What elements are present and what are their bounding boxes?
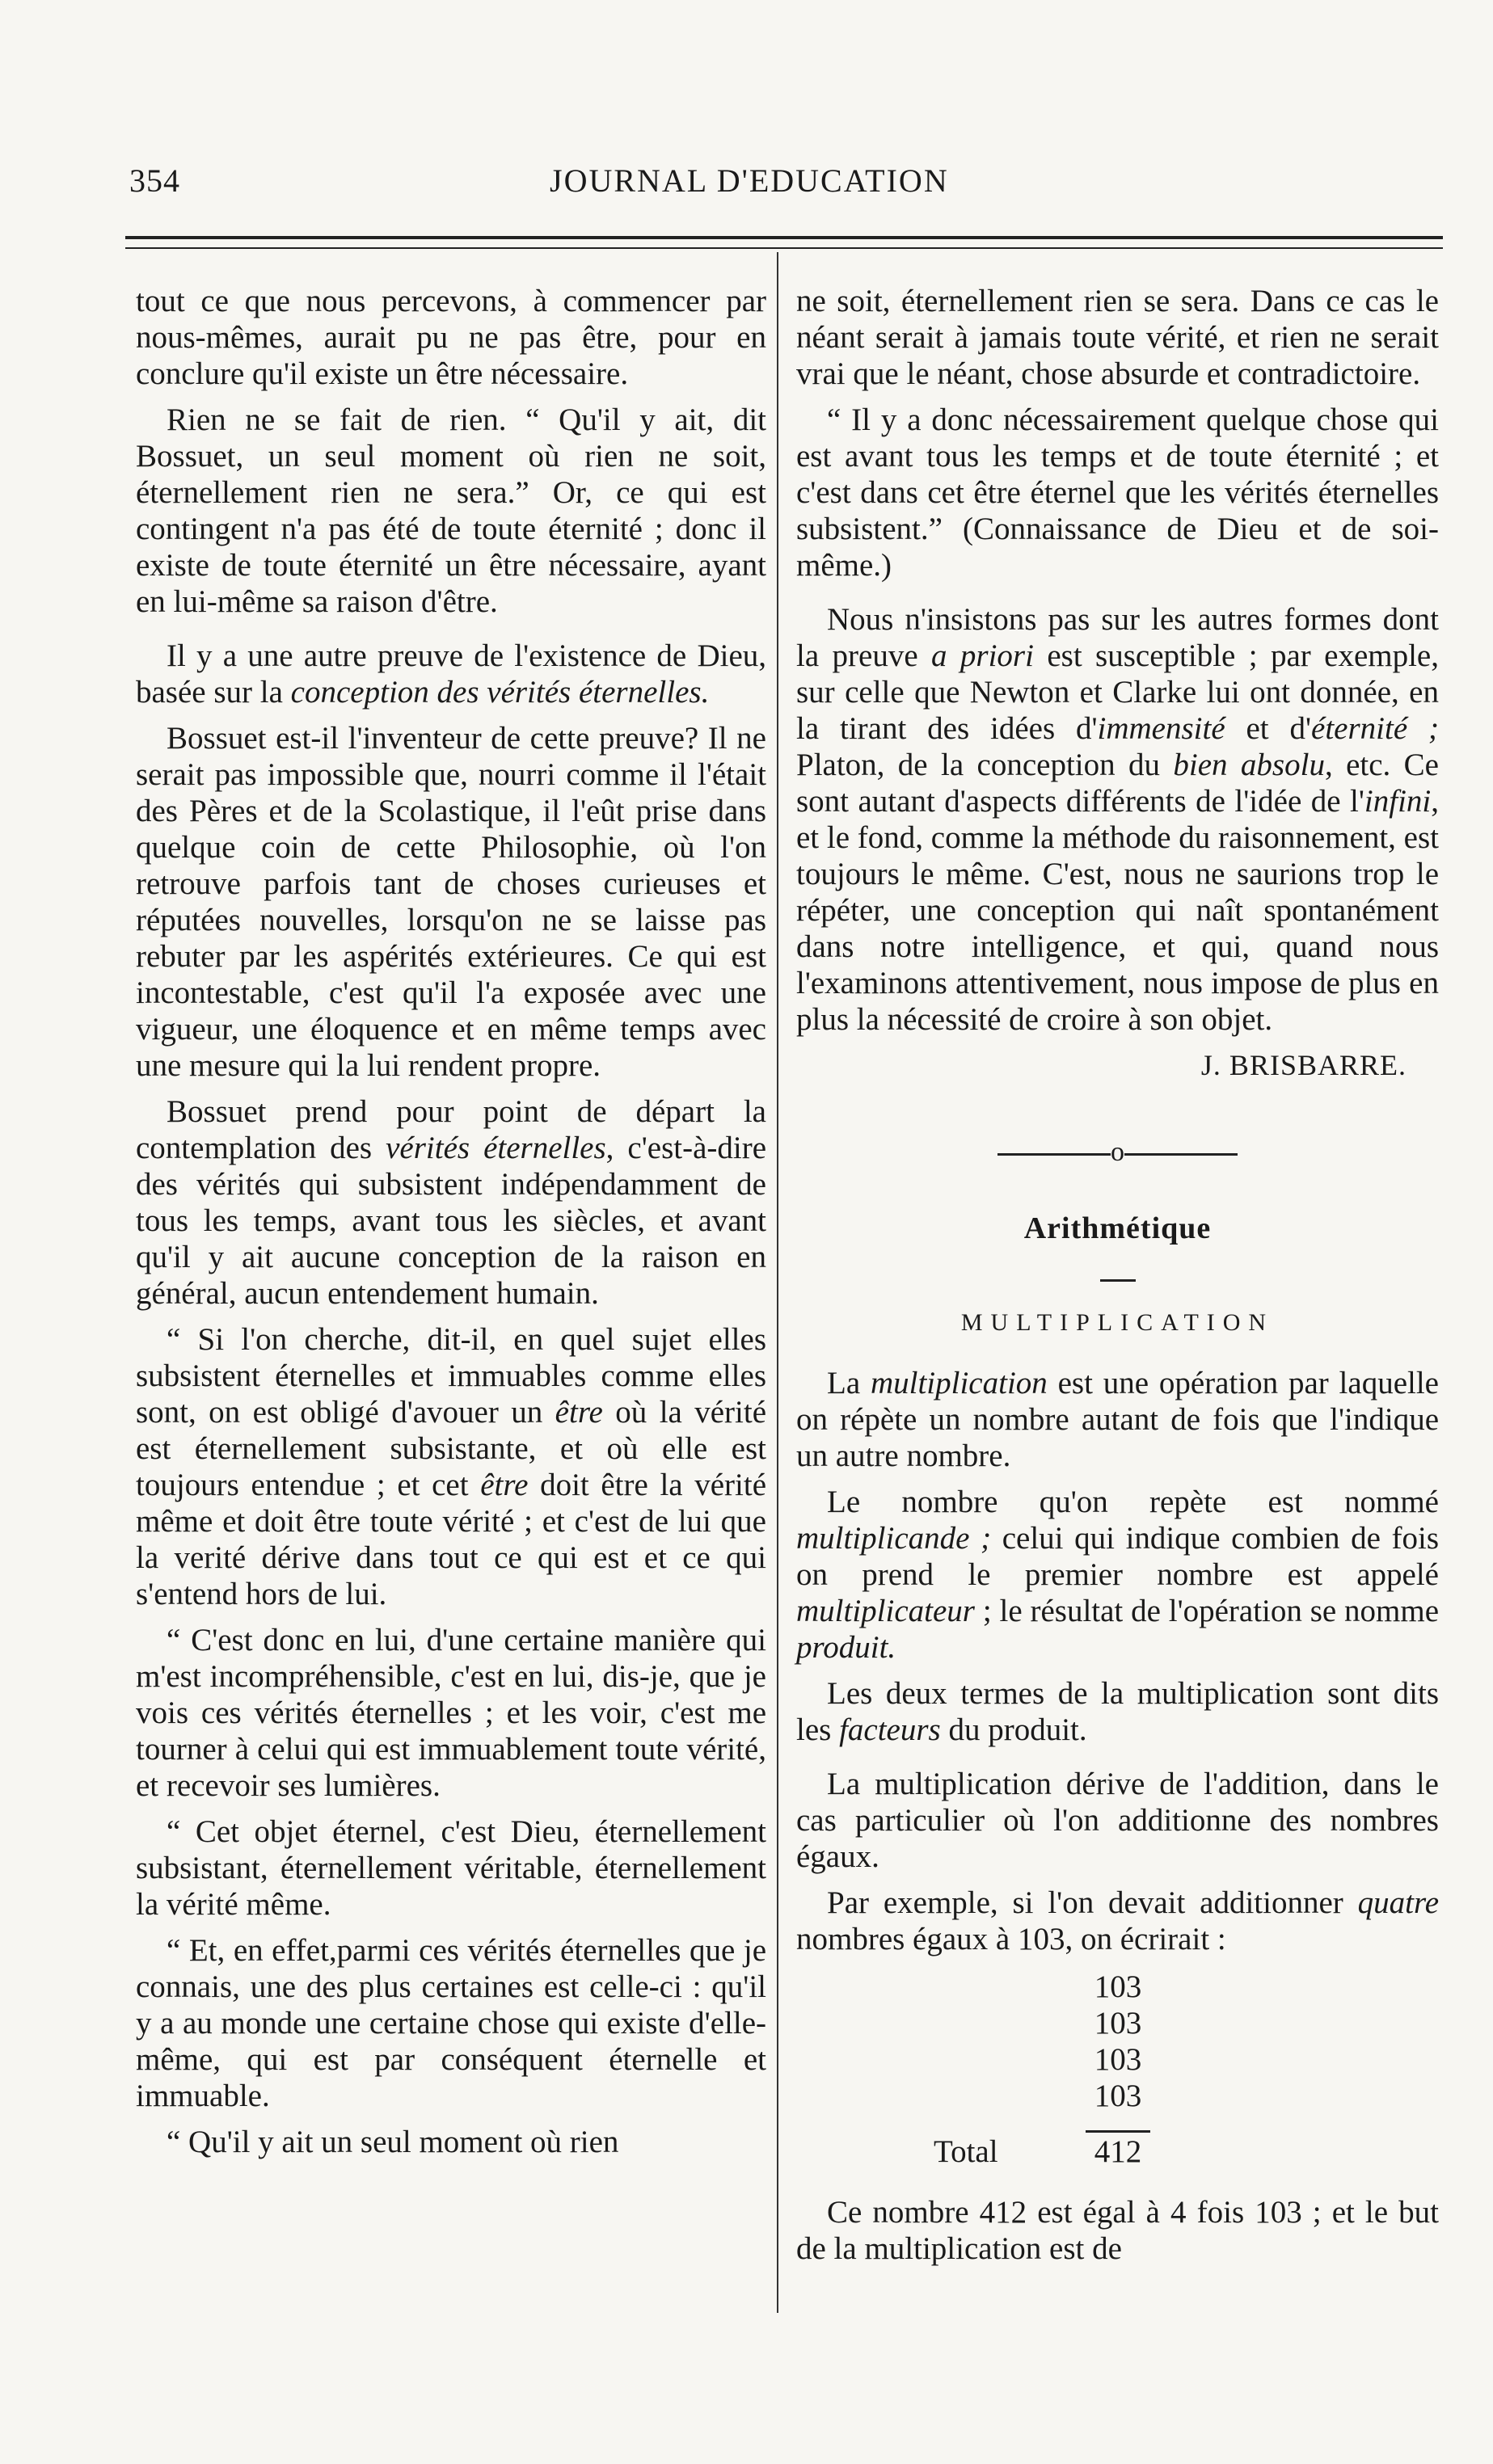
section-separator	[796, 1134, 1439, 1170]
paragraph: Bossuet prend pour point de départ la contemplation des vérités éternelles, c'est-à-dire des vérités qui subsistent indépendamment de tous les temps, avant tous les siècles, et avant qu'il y ait aucune conception de la raison en général, aucun entendement humain.	[136, 1094, 766, 1311]
paragraph: Ce nombre 412 est égal à 4 fois 103 ; et le but de la multiplication est de	[796, 2195, 1439, 2266]
addition-example	[796, 1969, 1439, 2170]
paragraph: Par exemple, si l'on devait additionner quatre nombres égaux à 103, on écrirait :	[796, 1885, 1440, 1956]
italic-phrase: conception des vérités éternelles.	[290, 675, 710, 710]
section-title: Arithmétique	[1023, 1211, 1212, 1245]
section-subtitle: MULTIPLICATION	[960, 1309, 1275, 1336]
paragraph: ne soit, éternellement rien se sera. Dans ce cas le néant serait à jamais toute vérité, et rien ne serait vrai que le néant, chose absurde et contradictoire.	[796, 284, 1439, 391]
author-signature: J. BRISBARRE.	[1200, 1049, 1407, 1081]
addend: 103	[1094, 2042, 1142, 2077]
paragraph: “ C'est donc en lui, d'une certaine manière qui m'est incompréhensible, c'est en lui, dis-je, que je vois ces vérités éternelles ; et les voir, c'est me tourner à celui qui est immuablement toute vérité, et recevoir ses lumières.	[136, 1623, 766, 1803]
paragraph: La multiplication dérive de l'addition, dans le cas particulier où l'on additionne des nombres égaux.	[796, 1767, 1439, 1874]
header-rule-thick	[125, 236, 1443, 239]
paragraph: Le nombre qu'on repète est nommé multiplicande ; celui qui indique combien de fois on prend le premier nombre est appelé multiplicateur ; le résultat de l'opération se nomme produit.	[796, 1485, 1440, 1665]
left-column	[136, 283, 766, 2170]
right-column	[796, 283, 1439, 2277]
total-value: 412	[1094, 2134, 1142, 2169]
paragraph: tout ce que nous percevons, à commencer par nous-mêmes, aurait pu ne pas être, pour en conclure qu'il existe un être nécessaire.	[136, 284, 766, 391]
paragraph: Bossuet est-il l'inventeur de cette preuve? Il ne serait pas impossible que, nourri comme il l'était des Pères et de la Scolastique, il l'eût prise dans quelque coin de cette Philosophie, où l'on retrouve parfois tant de choses curieuses et réputées nouvelles, lorsqu'on ne se laisse pas rebuter par les aspérités extérieures. Ce qui est incontestable, c'est qu'il l'a exposée avec une vigueur, une éloquence et en même temps avec une mesure qui la lui rendent propre.	[136, 721, 766, 1083]
paragraph: Il y a une autre preuve de l'existence de Dieu, basée sur la conception des vérités éternelles.	[136, 638, 766, 710]
addend: 103	[1094, 2006, 1142, 2041]
italic-phrase: vérités éternelles	[386, 1131, 606, 1165]
page-number: 354	[129, 162, 180, 199]
paragraph: “ Cet objet éternel, c'est Dieu, éternellement subsistant, éternellement véritable, éternellement la vérité même.	[136, 1814, 766, 1922]
separator-mark: o	[1111, 1137, 1124, 1167]
italic-word: être	[555, 1395, 603, 1430]
title-dash	[796, 1253, 1439, 1290]
sum-rule	[1086, 2130, 1150, 2133]
paragraph: La multiplication est une opération par laquelle on répète un nombre autant de fois que l'indique un autre nombre.	[796, 1366, 1439, 1473]
paragraph: “ Il y a donc nécessairement quelque chose qui est avant tous les temps et de toute éternité ; et c'est dans cet être éternel que les vérités éternelles subsistent.” (Connaissance de Dieu et de soi-même.)	[796, 402, 1439, 583]
addend: 103	[1094, 1969, 1142, 2004]
total-label: Total	[934, 2134, 998, 2169]
column-divider	[777, 252, 778, 2313]
running-title: JOURNAL D'EDUCATION	[550, 162, 949, 199]
paragraph: Les deux termes de la multiplication sont dits les facteurs du produit.	[796, 1676, 1439, 1747]
paragraph: “ Et, en effet,parmi ces vérités éternelles que je connais, une des plus certaines est celle-ci : qu'il y a au monde une certaine chose qui existe d'elle-même, qui est par conséquent éternelle et immuable.	[136, 1933, 766, 2113]
header-rule-thin	[125, 247, 1443, 249]
italic-word: être	[480, 1468, 529, 1502]
paragraph: Nous n'insistons pas sur les autres formes dont la preuve a priori est susceptible ; par exemple, sur celle que Newton et Clarke lui ont donnée, en la tirant des idées d'immensité et d'éternité ; Platon, de la conception du bien absolu, etc. Ce sont autant d'aspects différents de l'idée de l'infini, et le fond, comme la méthode du raisonnement, est toujours le même. C'est, nous ne saurions trop le répéter, une conception qui naît spontanément dans notre intelligence, et qui, quand nous l'examinons attentivement, nous impose de plus en plus la nécessité de croire à son objet.	[796, 602, 1439, 1037]
paragraph: “ Si l'on cherche, dit-il, en quel sujet elles subsistent éternelles et immuables comme elles sont, on est obligé d'avouer un être où la vérité est éternellement subsistante, et où elle est toujours entendue ; et cet être doit être la vérité même et doit être toute vérité ; et c'est de lui que la verité dérive dans tout ce qui est et ce qui s'entend hors de lui.	[136, 1322, 767, 1611]
paragraph: Rien ne se fait de rien. “ Qu'il y ait, dit Bossuet, un seul moment où rien ne soit, éternellement rien ne sera.” Or, ce qui est contingent n'a pas été de toute éternité ; donc il existe de toute éternité un être nécessaire, ayant en lui-même sa raison d'être.	[136, 402, 766, 619]
paragraph: “ Qu'il y ait un seul moment où rien	[167, 2125, 619, 2159]
addend: 103	[1094, 2079, 1142, 2113]
page-header	[129, 162, 1439, 218]
